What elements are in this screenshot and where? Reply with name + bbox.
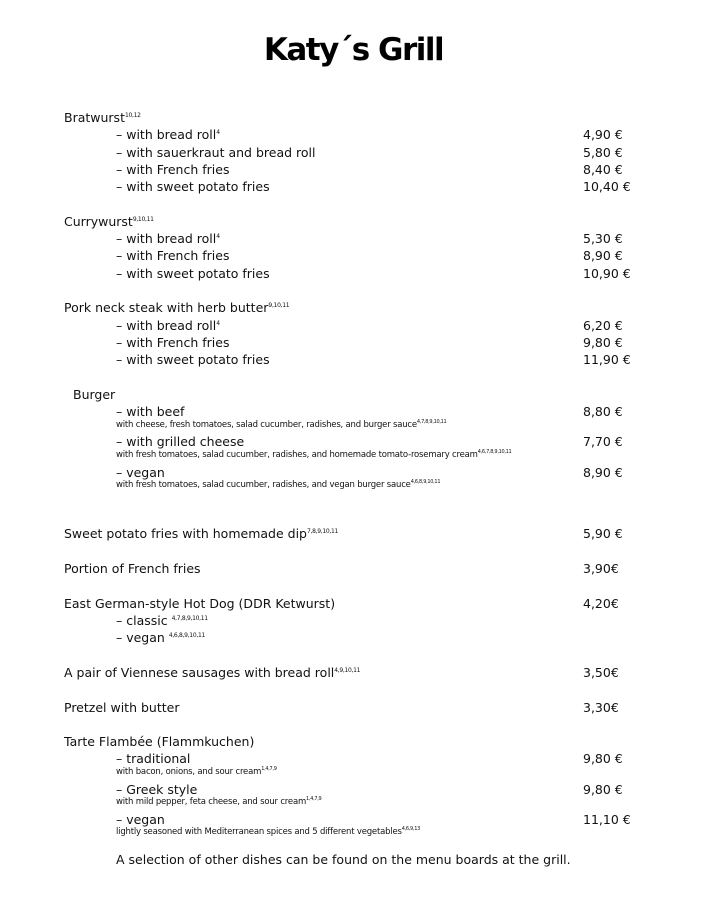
description-text: with fresh tomatoes, salad cucumber, radishes, and homemade tomato-rosemary cream	[116, 450, 478, 460]
item-price: 5,30 €	[583, 231, 623, 246]
item-french-fries: Portion of French fries	[64, 561, 201, 576]
item-price: 9,80 €	[583, 335, 623, 350]
description-text: with cheese, fresh tomatoes, salad cucumber, radishes, and burger sauce	[116, 420, 417, 430]
menu-item: – traditional	[116, 751, 191, 766]
item-label: – with sweet potato fries	[116, 179, 270, 194]
item-label: – with sweet potato fries	[116, 266, 270, 281]
item-price: 10,40 €	[583, 179, 631, 194]
allergen-codes: 4,6,7,8,9,10,11	[477, 449, 512, 455]
description-text: with fresh tomatoes, salad cucumber, radishes, and vegan burger sauce	[116, 480, 411, 490]
item-label: – with bread roll	[116, 127, 217, 142]
item-description	[116, 797, 321, 807]
section-name: Pork neck steak with herb butter	[64, 300, 269, 315]
menu-item	[116, 335, 229, 350]
menu-item	[116, 231, 220, 246]
section-burger: Burger	[73, 387, 116, 402]
menu-item: – with grilled cheese	[116, 434, 245, 449]
section-hotdog: East German-style Hot Dog (DDR Ketwurst)	[64, 596, 336, 611]
item-label: – with bread roll	[116, 318, 217, 333]
allergen-codes: 4,6,8,9,10,11	[168, 632, 205, 639]
menu-item: – vegan	[116, 465, 165, 480]
item-label: – with French fries	[116, 248, 230, 263]
item-price: 10,90 €	[583, 266, 631, 281]
item-price: 5,90 €	[583, 526, 623, 541]
item-label: – with sauerkraut and bread roll	[116, 145, 316, 160]
menu-item	[116, 630, 205, 645]
item-description	[116, 420, 446, 430]
menu-item	[116, 179, 270, 194]
allergen-codes: 1,4,7,9	[306, 796, 322, 802]
item-sweet-potato-fries	[64, 526, 338, 541]
allergen-codes: 9,10,11	[132, 216, 154, 223]
menu-item	[116, 266, 270, 281]
item-price: 11,10 €	[583, 812, 631, 827]
menu-item	[116, 248, 229, 263]
item-label: A pair of Viennese sausages with bread roll	[64, 665, 335, 680]
item-pretzel: Pretzel with butter	[64, 700, 180, 715]
allergen-codes: 9,10,11	[268, 302, 290, 309]
page-title: Katy´s Grill	[263, 32, 444, 68]
allergen-codes: 4,7,8,9,10,11	[416, 419, 447, 425]
allergen-codes: 7,8,9,10,11	[306, 528, 339, 535]
menu-item	[116, 162, 229, 177]
item-price: 3,50€	[583, 665, 619, 680]
section-tarte-flambee: Tarte Flambée (Flammkuchen)	[64, 734, 255, 749]
item-label: – classic	[116, 613, 172, 628]
allergen-codes: 4,6,8,9,10,11	[410, 479, 441, 485]
allergen-codes: 4	[216, 320, 220, 327]
item-description	[116, 480, 440, 490]
menu-item	[116, 127, 220, 142]
allergen-codes: 4,9,10,11	[334, 667, 361, 674]
footer-note: A selection of other dishes can be found on the menu boards at the grill.	[116, 852, 571, 867]
item-price: 4,20€	[583, 596, 619, 611]
item-description	[116, 450, 511, 460]
item-price: 8,90 €	[583, 465, 623, 480]
menu-item	[116, 318, 220, 333]
allergen-codes: 4,7,8,9,10,11	[171, 615, 208, 622]
allergen-codes: 4	[216, 129, 220, 136]
item-price: 8,40 €	[583, 162, 623, 177]
item-price: 9,80 €	[583, 782, 623, 797]
allergen-codes: 1,4,7,9	[261, 766, 277, 772]
allergen-codes: 10,12	[124, 112, 141, 119]
allergen-codes: 4	[216, 233, 220, 240]
description-text: lightly seasoned with Mediterranean spices and 5 different vegetables	[116, 827, 402, 837]
item-label: – with French fries	[116, 162, 230, 177]
item-price: 8,90 €	[583, 248, 623, 263]
item-description	[116, 767, 277, 777]
section-name: Bratwurst	[64, 110, 125, 125]
item-price: 9,80 €	[583, 751, 623, 766]
item-label: Sweet potato fries with homemade dip	[64, 526, 307, 541]
item-label: – with sweet potato fries	[116, 352, 270, 367]
item-label: – with bread roll	[116, 231, 217, 246]
section-name: Currywurst	[64, 214, 133, 229]
section-bratwurst	[64, 110, 141, 125]
item-price: 11,90 €	[583, 352, 631, 367]
item-price: 5,80 €	[583, 145, 623, 160]
menu-item: – with beef	[116, 404, 185, 419]
menu-item: – Greek style	[116, 782, 198, 797]
allergen-codes: 4,6,9,13	[401, 826, 420, 832]
item-viennese-sausages	[64, 665, 360, 680]
menu-item: – vegan	[116, 812, 165, 827]
description-text: with bacon, onions, and sour cream	[116, 767, 262, 777]
item-label: – with French fries	[116, 335, 230, 350]
menu-item	[116, 145, 315, 160]
item-price: 3,30€	[583, 700, 619, 715]
menu-item	[116, 352, 270, 367]
item-label: – vegan	[116, 630, 169, 645]
item-price: 6,20 €	[583, 318, 623, 333]
item-price: 4,90 €	[583, 127, 623, 142]
item-price: 7,70 €	[583, 434, 623, 449]
item-description	[116, 827, 420, 837]
item-price: 8,80 €	[583, 404, 623, 419]
menu-item	[116, 613, 208, 628]
section-pork-neck	[64, 300, 289, 315]
section-currywurst	[64, 214, 154, 229]
description-text: with mild pepper, feta cheese, and sour cream	[116, 797, 307, 807]
item-price: 3,90€	[583, 561, 619, 576]
